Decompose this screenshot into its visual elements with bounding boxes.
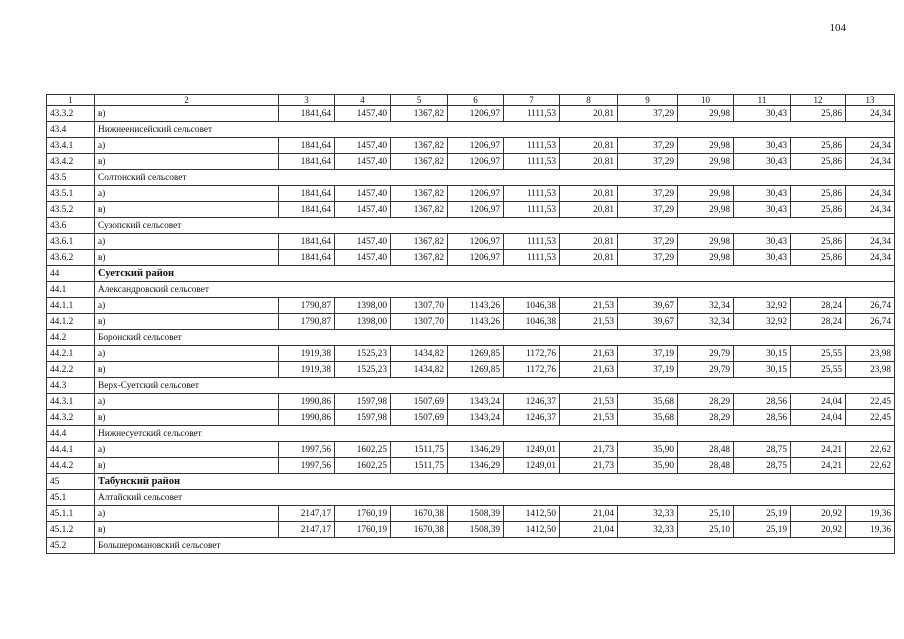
section-row <box>47 122 895 138</box>
column-header: 8 <box>560 95 618 106</box>
row-label: а) <box>95 298 279 314</box>
value-cell: 20,81 <box>560 106 618 122</box>
section-row <box>47 490 895 506</box>
value-cell: 24,34 <box>846 202 895 218</box>
row-code: 44.1.1 <box>47 298 95 314</box>
value-cell: 24,34 <box>846 154 895 170</box>
district-row <box>47 266 895 282</box>
row-label: а) <box>95 138 279 154</box>
value-cell: 37,29 <box>618 250 678 266</box>
row-label: а) <box>95 346 279 362</box>
value-cell: 1841,64 <box>279 106 335 122</box>
value-cell: 23,98 <box>846 362 895 378</box>
value-cell: 1367,82 <box>391 202 448 218</box>
row-code: 43.4.1 <box>47 138 95 154</box>
row-code: 45.1 <box>47 490 95 506</box>
value-cell: 29,98 <box>678 154 734 170</box>
value-cell: 1206,97 <box>448 234 504 250</box>
row-label: в) <box>95 362 279 378</box>
row-code: 44 <box>47 266 95 282</box>
row-code: 44.2 <box>47 330 95 346</box>
value-cell: 22,45 <box>846 410 895 426</box>
value-cell: 37,19 <box>618 346 678 362</box>
row-code: 44.4 <box>47 426 95 442</box>
value-cell: 37,29 <box>618 106 678 122</box>
value-cell: 25,19 <box>734 522 791 538</box>
row-code: 44.4.2 <box>47 458 95 474</box>
value-cell: 1760,19 <box>335 506 391 522</box>
value-cell: 1508,39 <box>448 522 504 538</box>
value-cell: 1398,00 <box>335 298 391 314</box>
value-cell: 28,29 <box>678 394 734 410</box>
value-cell: 1111,53 <box>504 250 560 266</box>
value-cell: 1143,26 <box>448 298 504 314</box>
value-cell: 25,19 <box>734 506 791 522</box>
row-code: 44.3.2 <box>47 410 95 426</box>
value-cell: 1841,64 <box>279 234 335 250</box>
value-cell: 32,33 <box>618 506 678 522</box>
row-label: а) <box>95 394 279 410</box>
header-row <box>47 95 895 106</box>
row-label: а) <box>95 442 279 458</box>
value-cell: 21,53 <box>560 410 618 426</box>
page-number: 104 <box>829 22 846 34</box>
tariff-table <box>46 94 895 554</box>
value-cell: 30,43 <box>734 186 791 202</box>
row-label: а) <box>95 186 279 202</box>
table-row <box>47 458 895 474</box>
value-cell: 28,56 <box>734 410 791 426</box>
value-cell: 1597,98 <box>335 394 391 410</box>
section-row <box>47 170 895 186</box>
value-cell: 1997,56 <box>279 458 335 474</box>
value-cell: 37,29 <box>618 202 678 218</box>
value-cell: 19,36 <box>846 506 895 522</box>
value-cell: 1597,98 <box>335 410 391 426</box>
value-cell: 25,86 <box>791 138 846 154</box>
value-cell: 29,98 <box>678 106 734 122</box>
value-cell: 19,36 <box>846 522 895 538</box>
value-cell: 21,04 <box>560 506 618 522</box>
value-cell: 1434,82 <box>391 346 448 362</box>
value-cell: 1841,64 <box>279 154 335 170</box>
value-cell: 21,53 <box>560 314 618 330</box>
value-cell: 29,98 <box>678 138 734 154</box>
value-cell: 1367,82 <box>391 154 448 170</box>
value-cell: 2147,17 <box>279 522 335 538</box>
row-code: 44.3.1 <box>47 394 95 410</box>
value-cell: 1990,86 <box>279 394 335 410</box>
row-code: 44.2.2 <box>47 362 95 378</box>
value-cell: 1507,69 <box>391 410 448 426</box>
row-code: 45.1.1 <box>47 506 95 522</box>
value-cell: 1246,37 <box>504 410 560 426</box>
value-cell: 1307,70 <box>391 314 448 330</box>
value-cell: 32,34 <box>678 314 734 330</box>
value-cell: 24,34 <box>846 106 895 122</box>
section-title: Верх-Суетский сельсовет <box>95 378 895 394</box>
row-code: 43.5.2 <box>47 202 95 218</box>
value-cell: 21,53 <box>560 394 618 410</box>
value-cell: 25,86 <box>791 234 846 250</box>
row-code: 44.1.2 <box>47 314 95 330</box>
value-cell: 24,34 <box>846 234 895 250</box>
value-cell: 20,81 <box>560 250 618 266</box>
column-header: 2 <box>95 95 279 106</box>
value-cell: 1367,82 <box>391 106 448 122</box>
section-title: Нижнеенисейский сельсовет <box>95 122 895 138</box>
value-cell: 29,98 <box>678 250 734 266</box>
value-cell: 1143,26 <box>448 314 504 330</box>
value-cell: 1269,85 <box>448 362 504 378</box>
value-cell: 25,10 <box>678 506 734 522</box>
value-cell: 24,21 <box>791 442 846 458</box>
value-cell: 25,86 <box>791 202 846 218</box>
table-row <box>47 394 895 410</box>
table-row <box>47 362 895 378</box>
value-cell: 21,63 <box>560 362 618 378</box>
value-cell: 1206,97 <box>448 106 504 122</box>
value-cell: 1111,53 <box>504 186 560 202</box>
value-cell: 28,75 <box>734 458 791 474</box>
value-cell: 1206,97 <box>448 250 504 266</box>
value-cell: 25,86 <box>791 106 846 122</box>
row-code: 43.6 <box>47 218 95 234</box>
table-row <box>47 234 895 250</box>
table-body <box>47 95 895 554</box>
value-cell: 25,86 <box>791 154 846 170</box>
district-title: Табунский район <box>95 474 895 490</box>
district-row <box>47 474 895 490</box>
value-cell: 1398,00 <box>335 314 391 330</box>
value-cell: 28,48 <box>678 458 734 474</box>
row-label: в) <box>95 458 279 474</box>
table-row <box>47 506 895 522</box>
value-cell: 24,34 <box>846 250 895 266</box>
value-cell: 26,74 <box>846 314 895 330</box>
value-cell: 1670,38 <box>391 506 448 522</box>
row-code: 43.6.1 <box>47 234 95 250</box>
value-cell: 1511,75 <box>391 442 448 458</box>
value-cell: 1919,38 <box>279 346 335 362</box>
value-cell: 1670,38 <box>391 522 448 538</box>
value-cell: 24,34 <box>846 186 895 202</box>
section-row <box>47 282 895 298</box>
value-cell: 1343,24 <box>448 394 504 410</box>
value-cell: 20,92 <box>791 506 846 522</box>
value-cell: 25,10 <box>678 522 734 538</box>
value-cell: 1412,50 <box>504 506 560 522</box>
row-code: 45 <box>47 474 95 490</box>
value-cell: 21,63 <box>560 346 618 362</box>
row-code: 43.6.2 <box>47 250 95 266</box>
table-row <box>47 250 895 266</box>
value-cell: 32,33 <box>618 522 678 538</box>
value-cell: 1111,53 <box>504 106 560 122</box>
column-header: 6 <box>448 95 504 106</box>
section-row <box>47 538 895 554</box>
value-cell: 20,81 <box>560 154 618 170</box>
value-cell: 21,73 <box>560 442 618 458</box>
value-cell: 1507,69 <box>391 394 448 410</box>
row-code: 45.2 <box>47 538 95 554</box>
value-cell: 1841,64 <box>279 138 335 154</box>
row-code: 43.4 <box>47 122 95 138</box>
row-code: 44.2.1 <box>47 346 95 362</box>
section-row <box>47 426 895 442</box>
value-cell: 26,74 <box>846 298 895 314</box>
value-cell: 30,43 <box>734 106 791 122</box>
value-cell: 28,29 <box>678 410 734 426</box>
value-cell: 21,04 <box>560 522 618 538</box>
value-cell: 28,24 <box>791 314 846 330</box>
value-cell: 39,67 <box>618 298 678 314</box>
value-cell: 24,34 <box>846 138 895 154</box>
value-cell: 35,68 <box>618 394 678 410</box>
value-cell: 30,43 <box>734 234 791 250</box>
value-cell: 1457,40 <box>335 250 391 266</box>
section-title: Алтайский сельсовет <box>95 490 895 506</box>
row-code: 45.1.2 <box>47 522 95 538</box>
section-title: Солтонский сельсовет <box>95 170 895 186</box>
value-cell: 1457,40 <box>335 202 391 218</box>
value-cell: 1412,50 <box>504 522 560 538</box>
value-cell: 37,29 <box>618 138 678 154</box>
row-label: в) <box>95 410 279 426</box>
value-cell: 28,75 <box>734 442 791 458</box>
row-label: в) <box>95 250 279 266</box>
value-cell: 1111,53 <box>504 154 560 170</box>
table-row <box>47 202 895 218</box>
table-row <box>47 346 895 362</box>
section-title: Боронский сельсовет <box>95 330 895 346</box>
row-label: в) <box>95 154 279 170</box>
table-row <box>47 410 895 426</box>
column-header: 12 <box>791 95 846 106</box>
value-cell: 37,19 <box>618 362 678 378</box>
table-row <box>47 106 895 122</box>
value-cell: 1511,75 <box>391 458 448 474</box>
value-cell: 30,43 <box>734 138 791 154</box>
value-cell: 1434,82 <box>391 362 448 378</box>
value-cell: 1206,97 <box>448 186 504 202</box>
value-cell: 1367,82 <box>391 234 448 250</box>
value-cell: 1602,25 <box>335 442 391 458</box>
value-cell: 28,48 <box>678 442 734 458</box>
row-code: 43.5 <box>47 170 95 186</box>
value-cell: 25,86 <box>791 250 846 266</box>
value-cell: 32,92 <box>734 314 791 330</box>
value-cell: 1046,38 <box>504 314 560 330</box>
value-cell: 22,62 <box>846 442 895 458</box>
value-cell: 21,73 <box>560 458 618 474</box>
table-row <box>47 186 895 202</box>
row-code: 43.5.1 <box>47 186 95 202</box>
section-row <box>47 378 895 394</box>
value-cell: 22,62 <box>846 458 895 474</box>
table-row <box>47 154 895 170</box>
value-cell: 1367,82 <box>391 138 448 154</box>
value-cell: 35,68 <box>618 410 678 426</box>
value-cell: 1172,76 <box>504 346 560 362</box>
value-cell: 1790,87 <box>279 314 335 330</box>
value-cell: 1508,39 <box>448 506 504 522</box>
value-cell: 1046,38 <box>504 298 560 314</box>
value-cell: 1997,56 <box>279 442 335 458</box>
row-label: в) <box>95 106 279 122</box>
row-label: а) <box>95 506 279 522</box>
value-cell: 37,29 <box>618 154 678 170</box>
value-cell: 23,98 <box>846 346 895 362</box>
value-cell: 29,79 <box>678 346 734 362</box>
value-cell: 32,92 <box>734 298 791 314</box>
value-cell: 1269,85 <box>448 346 504 362</box>
row-code: 44.3 <box>47 378 95 394</box>
value-cell: 30,43 <box>734 202 791 218</box>
value-cell: 37,29 <box>618 234 678 250</box>
value-cell: 1346,29 <box>448 458 504 474</box>
value-cell: 20,81 <box>560 138 618 154</box>
value-cell: 1790,87 <box>279 298 335 314</box>
value-cell: 1367,82 <box>391 250 448 266</box>
value-cell: 30,43 <box>734 154 791 170</box>
value-cell: 1206,97 <box>448 154 504 170</box>
table-row <box>47 314 895 330</box>
value-cell: 29,98 <box>678 202 734 218</box>
value-cell: 28,56 <box>734 394 791 410</box>
value-cell: 1841,64 <box>279 186 335 202</box>
value-cell: 1343,24 <box>448 410 504 426</box>
value-cell: 20,81 <box>560 202 618 218</box>
column-header: 9 <box>618 95 678 106</box>
value-cell: 39,67 <box>618 314 678 330</box>
row-code: 44.1 <box>47 282 95 298</box>
value-cell: 32,34 <box>678 298 734 314</box>
table-row <box>47 138 895 154</box>
value-cell: 35,90 <box>618 458 678 474</box>
value-cell: 29,79 <box>678 362 734 378</box>
value-cell: 1172,76 <box>504 362 560 378</box>
value-cell: 1367,82 <box>391 186 448 202</box>
column-header: 3 <box>279 95 335 106</box>
row-code: 43.4.2 <box>47 154 95 170</box>
section-row <box>47 218 895 234</box>
value-cell: 1602,25 <box>335 458 391 474</box>
section-title: Александровский сельсовет <box>95 282 895 298</box>
value-cell: 35,90 <box>618 442 678 458</box>
value-cell: 1990,86 <box>279 410 335 426</box>
value-cell: 30,43 <box>734 250 791 266</box>
column-header: 1 <box>47 95 95 106</box>
district-title: Суетский район <box>95 266 895 282</box>
value-cell: 1760,19 <box>335 522 391 538</box>
value-cell: 24,04 <box>791 394 846 410</box>
value-cell: 1307,70 <box>391 298 448 314</box>
value-cell: 20,81 <box>560 186 618 202</box>
value-cell: 1457,40 <box>335 154 391 170</box>
value-cell: 29,98 <box>678 234 734 250</box>
value-cell: 25,86 <box>791 186 846 202</box>
value-cell: 1457,40 <box>335 186 391 202</box>
value-cell: 1111,53 <box>504 202 560 218</box>
row-code: 44.4.1 <box>47 442 95 458</box>
value-cell: 25,55 <box>791 362 846 378</box>
row-label: в) <box>95 314 279 330</box>
column-header: 10 <box>678 95 734 106</box>
value-cell: 30,15 <box>734 346 791 362</box>
value-cell: 20,81 <box>560 234 618 250</box>
value-cell: 1206,97 <box>448 202 504 218</box>
value-cell: 1111,53 <box>504 234 560 250</box>
value-cell: 1919,38 <box>279 362 335 378</box>
table-row <box>47 442 895 458</box>
column-header: 5 <box>391 95 448 106</box>
row-label: а) <box>95 234 279 250</box>
value-cell: 1525,23 <box>335 362 391 378</box>
value-cell: 28,24 <box>791 298 846 314</box>
value-cell: 21,53 <box>560 298 618 314</box>
value-cell: 30,15 <box>734 362 791 378</box>
value-cell: 2147,17 <box>279 506 335 522</box>
section-title: Сузопский сельсовет <box>95 218 895 234</box>
column-header: 7 <box>504 95 560 106</box>
value-cell: 22,45 <box>846 394 895 410</box>
column-header: 4 <box>335 95 391 106</box>
section-title: Большеромановский сельсовет <box>95 538 895 554</box>
column-header: 11 <box>734 95 791 106</box>
value-cell: 1111,53 <box>504 138 560 154</box>
value-cell: 1841,64 <box>279 202 335 218</box>
value-cell: 1457,40 <box>335 234 391 250</box>
row-label: в) <box>95 522 279 538</box>
value-cell: 1457,40 <box>335 138 391 154</box>
value-cell: 24,21 <box>791 458 846 474</box>
value-cell: 1457,40 <box>335 106 391 122</box>
value-cell: 37,29 <box>618 186 678 202</box>
value-cell: 1525,23 <box>335 346 391 362</box>
value-cell: 1249,01 <box>504 458 560 474</box>
value-cell: 25,55 <box>791 346 846 362</box>
value-cell: 24,04 <box>791 410 846 426</box>
value-cell: 1841,64 <box>279 250 335 266</box>
table-row <box>47 298 895 314</box>
value-cell: 29,98 <box>678 186 734 202</box>
value-cell: 20,92 <box>791 522 846 538</box>
section-row <box>47 330 895 346</box>
value-cell: 1249,01 <box>504 442 560 458</box>
value-cell: 1346,29 <box>448 442 504 458</box>
section-title: Нижнесуетский сельсовет <box>95 426 895 442</box>
table-row <box>47 522 895 538</box>
row-code: 43.3.2 <box>47 106 95 122</box>
column-header: 13 <box>846 95 895 106</box>
value-cell: 1206,97 <box>448 138 504 154</box>
value-cell: 1246,37 <box>504 394 560 410</box>
row-label: в) <box>95 202 279 218</box>
